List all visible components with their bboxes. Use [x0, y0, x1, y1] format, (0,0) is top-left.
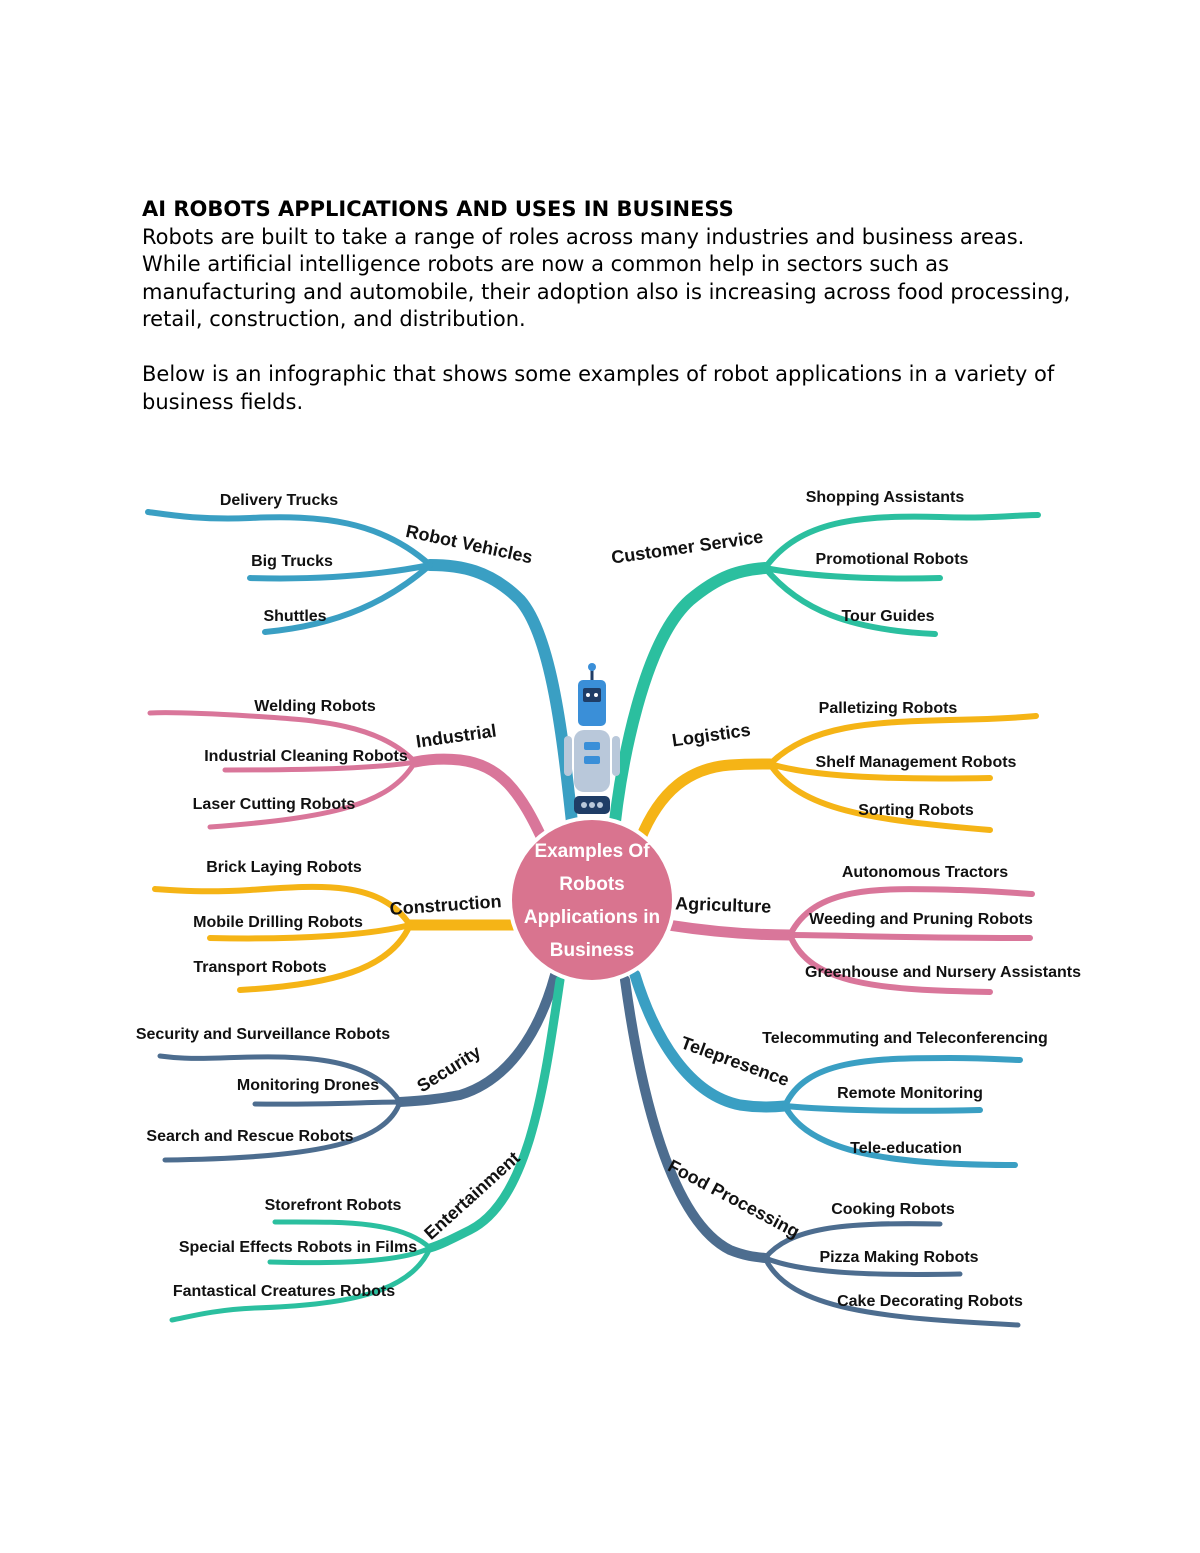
trunk-customer-service: [612, 568, 765, 850]
adoption-paragraph: While artificial intelligence robots are now a common help in sectors such as manufacturing and automobile, their adoption also is increasing across food processing, retail, construction, and distribution.: [142, 252, 1071, 331]
infographic-intro-paragraph: Below is an infographic that shows some examples of robot applications in a variety of business fields.: [142, 362, 1055, 414]
leaf-delivery-trucks: Delivery Trucks: [219, 492, 339, 509]
leaf-shuttles: Shuttles: [263, 608, 327, 625]
trunk-robot-vehicles: [430, 565, 575, 850]
center-line-4: Business: [549, 940, 635, 961]
leaf-telecommuting-teleconferencing: Telecommuting and Teleconferencing: [762, 1030, 1048, 1047]
leaf-shopping-assistants: Shopping Assistants: [805, 489, 965, 506]
trunk-agriculture: [668, 925, 790, 935]
leaf-weeding-pruning-robots: Weeding and Pruning Robots: [809, 911, 1033, 928]
trunk-food-processing: [625, 980, 765, 1258]
leaf-cooking-robots: Cooking Robots: [831, 1201, 955, 1218]
leaf-transport-robots: Transport Robots: [193, 959, 327, 976]
leaf-laser-cutting-robots: Laser Cutting Robots: [192, 796, 356, 813]
center-line-1: Examples Of: [534, 841, 650, 862]
leaf-big-trucks: Big Trucks: [251, 553, 333, 570]
leaf-mobile-drilling-robots: Mobile Drilling Robots: [193, 914, 363, 931]
branch-label-customer-service: Customer Service: [609, 526, 765, 568]
leaf-greenhouse-nursery-assistants: Greenhouse and Nursery Assistants: [805, 964, 1081, 981]
leaf-special-effects-robots: Special Effects Robots in Films: [178, 1239, 418, 1256]
branch-label-construction: Construction: [389, 891, 503, 919]
leaf-welding-robots: Welding Robots: [254, 698, 376, 715]
leaf-security-surveillance-robots: Security and Surveillance Robots: [135, 1026, 391, 1043]
leaf-industrial-cleaning-robots: Industrial Cleaning Robots: [204, 748, 408, 765]
branch-label-telepresence: Telepresence: [678, 1032, 792, 1091]
branch-label-industrial: Industrial: [414, 720, 498, 752]
twigs-entertainment: [172, 1222, 430, 1320]
branch-label-food-processing: Food Processing: [664, 1155, 803, 1242]
leaf-sorting-robots: Sorting Robots: [858, 802, 974, 819]
center-node: [510, 818, 674, 982]
center-line-2: Robots: [559, 874, 625, 895]
branch-label-security: Security: [413, 1041, 485, 1097]
branch-label-agriculture: Agriculture: [674, 893, 772, 917]
branch-label-logistics: Logistics: [670, 719, 752, 751]
trunk-industrial: [415, 759, 545, 845]
leaf-promotional-robots: Promotional Robots: [815, 551, 969, 568]
leaf-search-rescue-robots: Search and Rescue Robots: [146, 1128, 354, 1145]
leaf-fantastical-creatures-robots: Fantastical Creatures Robots: [172, 1283, 396, 1300]
center-line-3: Applications in: [523, 907, 661, 928]
leaf-shelf-management-robots: Shelf Management Robots: [815, 754, 1017, 771]
leaf-tour-guides: Tour Guides: [841, 608, 935, 625]
leaf-cake-decorating-robots: Cake Decorating Robots: [837, 1293, 1023, 1310]
leaf-brick-laying-robots: Brick Laying Robots: [206, 859, 362, 876]
trunk-logistics: [640, 764, 770, 840]
leaf-autonomous-tractors: Autonomous Tractors: [841, 864, 1009, 881]
leaf-remote-monitoring: Remote Monitoring: [837, 1085, 983, 1102]
branch-label-entertainment: Entertainment: [420, 1147, 524, 1244]
leaf-storefront-robots: Storefront Robots: [264, 1197, 402, 1214]
branch-label-robot-vehicles: Robot Vehicles: [404, 520, 535, 568]
intro-paragraph: Robots are built to take a range of roles across many industries and business areas.: [142, 224, 1025, 249]
leaf-palletizing-robots: Palletizing Robots: [818, 700, 958, 717]
leaf-tele-education: Tele-education: [850, 1140, 962, 1157]
leaf-pizza-making-robots: Pizza Making Robots: [819, 1249, 979, 1266]
leaf-monitoring-drones: Monitoring Drones: [236, 1077, 380, 1094]
document-title: AI ROBOTS APPLICATIONS AND USES IN BUSINESS: [142, 197, 734, 221]
